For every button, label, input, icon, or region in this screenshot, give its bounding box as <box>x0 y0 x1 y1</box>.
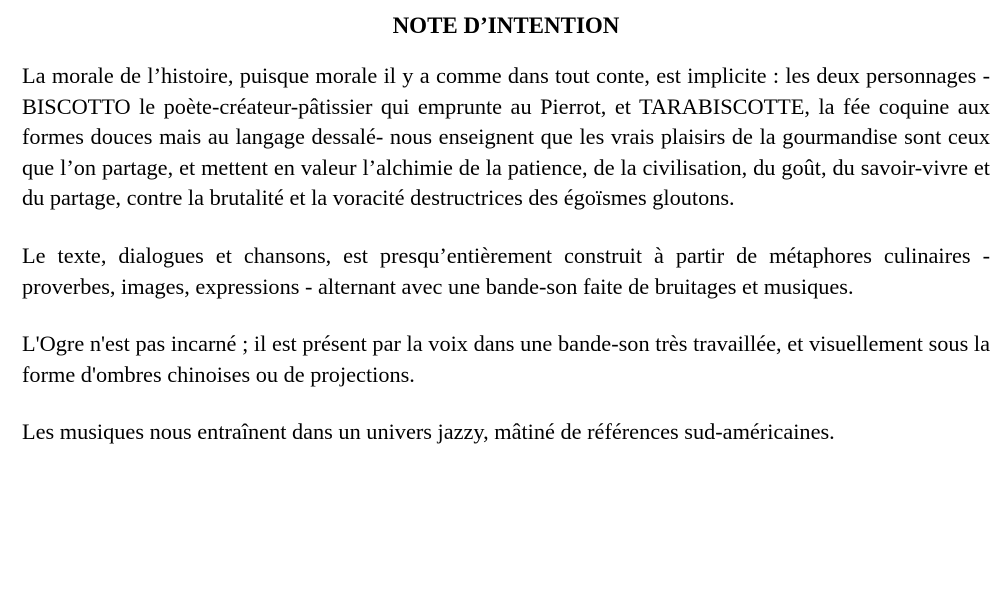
paragraph-musiques: Les musiques nous entraînent dans un univers jazzy, mâtiné de références sud-américaines. <box>22 419 835 445</box>
document-title: NOTE D’INTENTION <box>392 13 620 38</box>
paragraph-texte: Le texte, dialogues et chansons, est presqu’entièrement construit à partir de métaphores culinaires - proverbes, images, expressions - alternant avec une bande-son faite de bruitages et musiques. <box>22 242 990 299</box>
paragraph-morale: La morale de l’histoire, puisque morale il y a comme dans tout conte, est implicite : les deux personnages -BISCOTTO le poète-créateur-pâtissier qui emprunte au Pierrot, et TARABISCOTTE, la fée coquine aux formes douces mais au langage dessalé- nous enseignent que les vrais plaisirs de la gourmandise sont ceux que l’on partage, et mettent en valeur l’alchimie de la patience, de la civilisation, du goût, du savoir-vivre et du partage, contre la brutalité et la voracité destructrices des égoïsmes gloutons. <box>22 63 990 211</box>
paragraph-ogre: L'Ogre n'est pas incarné ; il est présent par la voix dans une bande-son très travaillée, et visuellement sous la forme d'ombres chinoises ou de projections. <box>22 331 990 387</box>
